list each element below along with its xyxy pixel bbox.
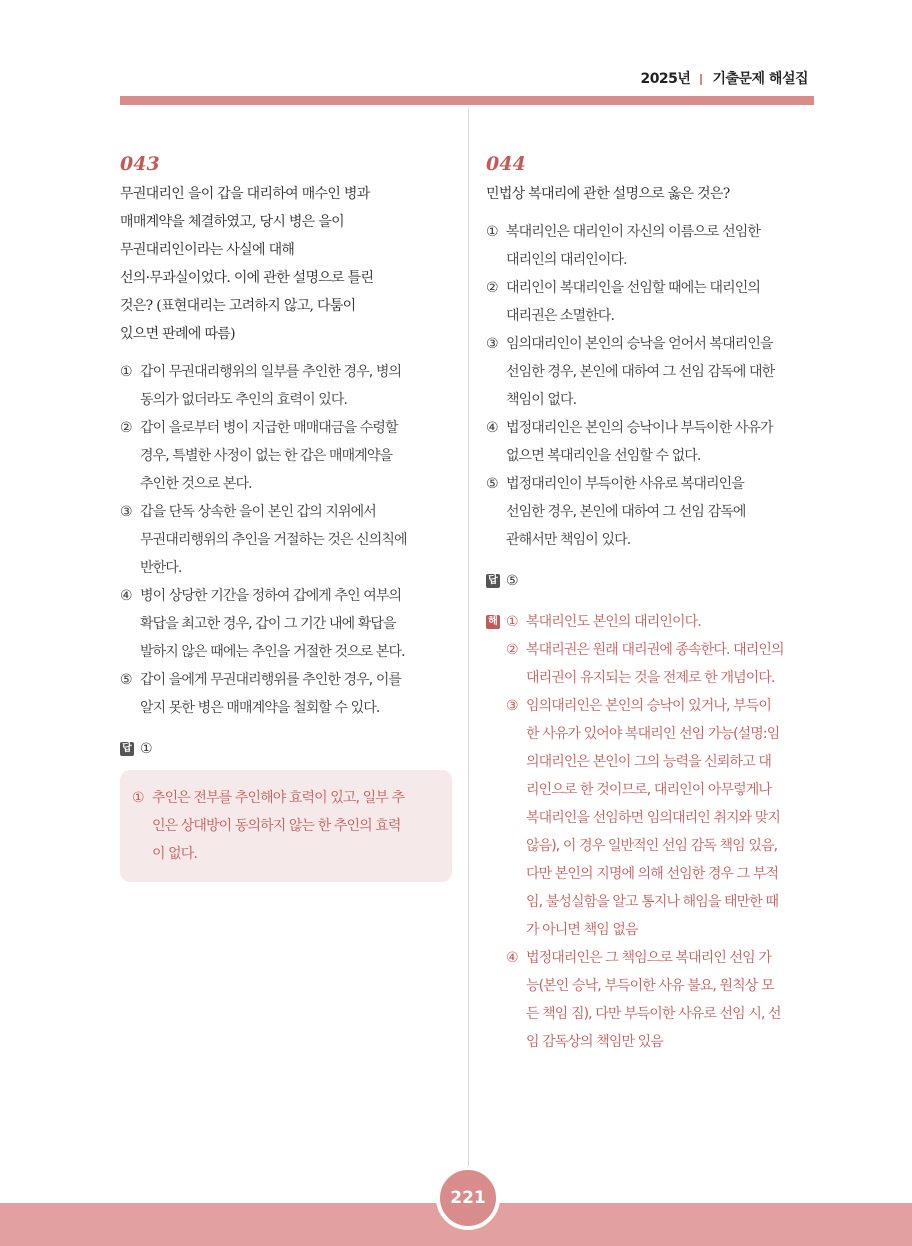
stem-line: 민법상 복대리에 관한 설명으로 옳은 것은? <box>486 186 730 202</box>
choice-2 <box>120 414 452 498</box>
choice-line: 복대리인은 대리인이 자신의 이름으로 선임한 <box>506 224 761 240</box>
explanation-item <box>506 944 816 1056</box>
explanation-line: 임, 불성실함을 알고 통지나 해임을 태만한 때 <box>526 894 779 910</box>
question-stem <box>486 180 816 208</box>
explanation-marker: ① <box>132 790 144 806</box>
choice-marker: ② <box>486 280 498 296</box>
explanation-line: 인은 상대방이 동의하지 않는 한 추인의 효력 <box>152 818 401 834</box>
explanation-line: 복대리권은 원래 대리권에 종속한다. 대리인의 <box>526 642 784 658</box>
explanation-marker: ① <box>506 614 518 630</box>
explanation-line: 임 감독상의 책임만 있음 <box>526 1034 663 1050</box>
choice-1 <box>120 358 452 414</box>
explanation-line: 한 사유가 있어야 복대리인 선임 가능(설명:임 <box>526 726 780 742</box>
choice-3 <box>120 498 452 582</box>
answer-value: ⑤ <box>506 573 519 589</box>
explanation-box <box>120 770 452 882</box>
choice-line: 동의가 없더라도 추인의 효력이 있다. <box>140 392 348 408</box>
choice-marker: ③ <box>486 336 498 352</box>
choice-line: 법정대리인은 본인의 승낙이나 부득이한 사유가 <box>506 420 773 436</box>
running-header <box>640 68 808 88</box>
choice-line: 갑을 단독 상속한 을이 본인 갑의 지위에서 <box>140 504 376 520</box>
choice-5 <box>120 666 452 722</box>
header-book-title: 기출문제 해설집 <box>712 71 808 87</box>
answer-line <box>120 736 452 762</box>
choice-line: 갑이 을에게 무권대리행위를 추인한 경우, 이를 <box>140 672 402 688</box>
choice-line: 무권대리행위의 추인을 거절하는 것은 신의칙에 <box>140 532 407 548</box>
choice-line: 경우, 특별한 사정이 없는 한 갑은 매매계약을 <box>140 448 393 464</box>
explanation-item <box>506 608 816 636</box>
explanation-line: 임의대리인은 본인의 승낙이 있거나, 부득이 <box>526 698 771 714</box>
header-rule <box>120 96 814 105</box>
question-043 <box>120 150 452 882</box>
choice-line: 병이 상당한 기간을 정하여 갑에게 추인 여부의 <box>140 588 402 604</box>
choice-4 <box>486 414 816 470</box>
choice-line: 대리인이 복대리인을 선임할 때에는 대리인의 <box>506 280 761 296</box>
explanation-line: 능(본인 승낙, 부득이한 사유 불요, 원칙상 모 <box>526 978 774 994</box>
explanation-line: 든 책임 짐), 다만 부득이한 사유로 선임 시, 선 <box>526 1006 781 1022</box>
answer-value: ① <box>140 741 153 757</box>
choice-line: 발하지 않은 때에는 추인을 거절한 것으로 본다. <box>140 644 405 660</box>
choice-marker: ⑤ <box>120 672 132 688</box>
choice-marker: ① <box>486 224 498 240</box>
question-number: 044 <box>486 153 526 175</box>
explanation-line: 복대리인도 본인의 대리인이다. <box>526 614 701 630</box>
choice-3 <box>486 330 816 414</box>
explanation-line: 않음), 이 경우 일반적인 선임 감독 책임 있음, <box>526 838 778 854</box>
question-number: 043 <box>120 153 160 175</box>
question-stem <box>120 180 452 348</box>
stem-line: 무권대리인 을이 갑을 대리하여 매수인 병과 <box>120 186 370 202</box>
explanation-line: 다만 본인의 지명에 의해 선임한 경우 그 부적 <box>526 866 779 882</box>
stem-line: 무권대리인이라는 사실에 대해 <box>120 242 295 258</box>
explanation-line: 법정대리인은 그 책임으로 복대리인 선임 가 <box>526 950 771 966</box>
header-year: 2025년 <box>640 71 691 87</box>
choice-marker: ① <box>120 364 132 380</box>
choice-line: 추인한 것으로 본다. <box>140 476 252 492</box>
choice-line: 관해서만 책임이 있다. <box>506 532 631 548</box>
explanation-line: 대리권이 유지되는 것을 전제로 한 개념이다. <box>526 670 775 686</box>
stem-line: 것은? (표현대리는 고려하지 않고, 다툼이 <box>120 298 356 314</box>
question-044 <box>486 150 816 1056</box>
explanation-marker: ④ <box>506 950 518 966</box>
choice-marker: ③ <box>120 504 132 520</box>
choice-line: 갑이 을로부터 병이 지급한 매매대금을 수령할 <box>140 420 398 436</box>
explanation-marker: ② <box>506 642 518 658</box>
choice-5 <box>486 470 816 554</box>
explanation-section <box>486 608 816 1056</box>
explanation-line: 의대리인은 본인이 그의 능력을 신뢰하고 대 <box>526 754 771 770</box>
explanation-line: 복대리인을 선임하면 임의대리인 취지와 맞지 <box>526 810 781 826</box>
explanation-label-badge: 해 <box>486 615 500 629</box>
explanation-item <box>132 784 442 868</box>
explanation-line: 리인으로 한 것이므로, 대리인이 아무렇게나 <box>526 782 771 798</box>
column-divider <box>468 108 469 1208</box>
choice-line: 반한다. <box>140 560 182 576</box>
explanation-marker: ③ <box>506 698 518 714</box>
choice-1 <box>486 218 816 274</box>
header-separator <box>700 74 702 85</box>
answer-label-badge: 답 <box>120 742 134 756</box>
choice-line: 없으면 복대리인을 선임할 수 없다. <box>506 448 701 464</box>
explanation-item <box>506 636 816 692</box>
answer-label-badge: 답 <box>486 574 500 588</box>
explanation-line: 가 아니면 책임 없음 <box>526 922 638 938</box>
explanation-line: 이 없다. <box>152 846 197 862</box>
choice-marker: ⑤ <box>486 476 498 492</box>
explanation-item <box>506 692 816 944</box>
stem-line: 있으면 판례에 따름) <box>120 326 235 342</box>
choice-line: 갑이 무권대리행위의 일부를 추인한 경우, 병의 <box>140 364 402 380</box>
stem-line: 매매계약을 체결하였고, 당시 병은 을이 <box>120 214 344 230</box>
answer-line <box>486 568 816 594</box>
choice-list <box>486 218 816 554</box>
choice-line: 선임한 경우, 본인에 대하여 그 선임 감독에 <box>506 504 746 520</box>
choice-4 <box>120 582 452 666</box>
choice-line: 확답을 최고한 경우, 갑이 그 기간 내에 확답을 <box>140 616 396 632</box>
choice-line: 대리권은 소멸한다. <box>506 308 615 324</box>
choice-marker: ④ <box>486 420 498 436</box>
page-number: 221 <box>436 1166 500 1230</box>
stem-line: 선의·무과실이었다. 이에 관한 설명으로 틀린 <box>120 270 374 286</box>
choice-line: 대리인의 대리인이다. <box>506 252 627 268</box>
explanation-line: 추인은 전부를 추인해야 효력이 있고, 일부 추 <box>152 790 405 806</box>
choice-line: 책임이 없다. <box>506 392 577 408</box>
choice-line: 임의대리인이 본인의 승낙을 얻어서 복대리인을 <box>506 336 773 352</box>
choice-marker: ② <box>120 420 132 436</box>
choice-line: 알지 못한 병은 매매계약을 철회할 수 있다. <box>140 700 380 716</box>
choice-marker: ④ <box>120 588 132 604</box>
choice-line: 선임한 경우, 본인에 대하여 그 선임 감독에 대한 <box>506 364 775 380</box>
choice-line: 법정대리인이 부득이한 사유로 복대리인을 <box>506 476 744 492</box>
choice-2 <box>486 274 816 330</box>
choice-list <box>120 358 452 722</box>
